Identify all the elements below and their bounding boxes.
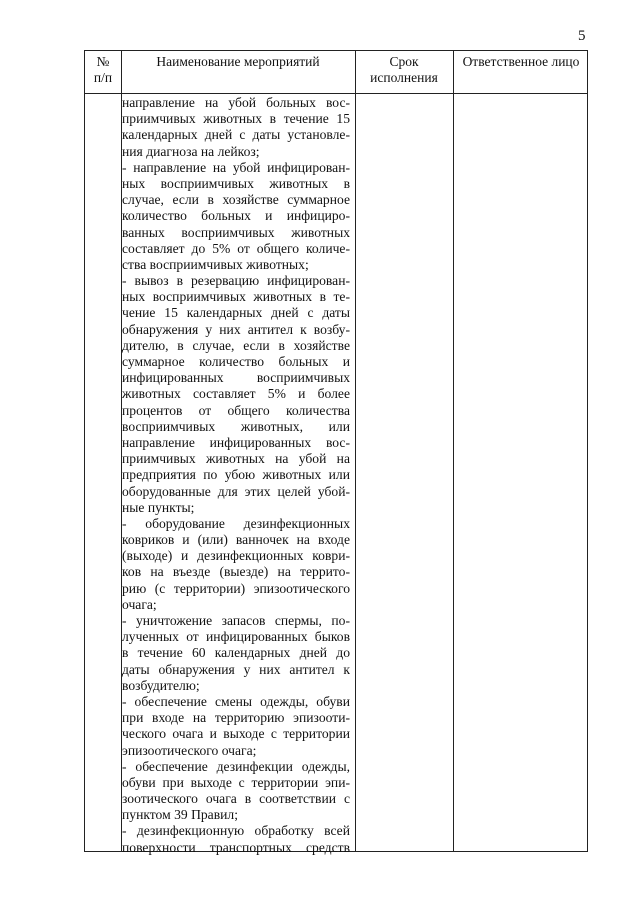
measure-text-line: - обеспечение смены одежды, обуви	[122, 693, 350, 709]
column-divider	[355, 51, 356, 851]
header-number: № п/п	[93, 54, 113, 85]
measure-text-line: животных составляет 5% и более	[122, 386, 350, 402]
measure-text-line: процентов от общего количества	[122, 402, 350, 418]
measure-text-line: (выходе) и дезинфекционных коври-	[122, 548, 350, 564]
measure-text-line: лученных от инфицированных быков	[122, 629, 350, 645]
measure-text-line: пунктом 39 Правил;	[122, 807, 238, 823]
page-number: 5	[578, 28, 586, 44]
measure-text-line: инфицированных восприимчивых	[122, 370, 350, 386]
measure-text-line: ков на въезде (выезде) на террито-	[122, 564, 350, 580]
measure-text-line: - уничтожение запасов спермы, по-	[122, 613, 350, 628]
measure-text-line: даты обнаружения у них антител к	[122, 661, 350, 677]
measure-text-line: обуви при выходе с территории эпи-	[122, 774, 350, 790]
measure-text-line: суммарное количество больных и	[122, 354, 350, 369]
measure-text-line: ческого очага и выходе с территории	[122, 726, 350, 742]
measure-text-line: направление инфицированных вос-	[122, 434, 350, 450]
measure-text-line: - оборудование дезинфекционных	[122, 515, 350, 531]
measure-text-line: при входе на территорию эпизооти-	[122, 710, 350, 726]
measure-text-line: ства восприимчивых животных;	[122, 256, 309, 272]
measure-text-line: ванных восприимчивых животных	[122, 224, 350, 240]
measure-text-line: ковриков и (или) ванночек на входе	[122, 532, 350, 548]
header-deadline: Срок исполнения	[370, 54, 438, 85]
measure-text-line: ных восприимчивых животных в	[122, 175, 350, 191]
measure-text-line: возбудителю;	[122, 677, 200, 693]
measure-text-line: восприимчивых животных, или	[122, 418, 350, 434]
measure-text-line: количество больных и инфициро-	[122, 208, 350, 224]
measure-text-line: направление на убой больных вос-	[122, 95, 350, 110]
measure-text-line: предприятия по убою животных или	[122, 467, 350, 483]
header-divider	[85, 93, 587, 94]
measure-text-line: эпизоотического очага;	[122, 742, 257, 758]
measure-text-line: обнаружения у них антител к возбу-	[122, 321, 350, 337]
measure-text-line: рию (с территории) эпизоотического	[122, 580, 350, 596]
measure-text-line: - вывоз в резервацию инфицирован-	[122, 273, 350, 289]
measure-text-line: составляет до 5% от общего количе-	[122, 240, 350, 256]
measure-text-line: ные пункты;	[122, 499, 195, 515]
measure-text-line: очага;	[122, 596, 157, 612]
measure-text-line: чение 15 календарных дней с даты	[122, 305, 350, 321]
measure-text-line: - дезинфекционную обработку всей	[122, 823, 350, 839]
measure-text-line: случае, если в хозяйстве суммарное	[122, 192, 350, 208]
measure-text-line: ния диагноза на лейкоз;	[122, 143, 260, 159]
measures-table	[84, 50, 588, 855]
measure-text-line: приимчивых животных на убой на	[122, 451, 350, 467]
measure-text-line: - направление на убой инфицирован-	[122, 159, 350, 175]
measure-text-line: ных восприимчивых животных в те-	[122, 289, 350, 305]
measure-text-line: - обеспечение дезинфекции одежды,	[122, 758, 350, 774]
column-divider	[453, 51, 454, 851]
header-measure-name: Наименование мероприятий	[156, 54, 320, 69]
measure-text-line: зоотического очага в соответствии с	[122, 791, 350, 807]
measure-text-line: оборудованные для этих целей убой-	[122, 483, 350, 499]
measures-text	[122, 95, 350, 856]
measure-text-line: дителю, в случае, если в хозяйстве	[122, 337, 350, 353]
measure-text-line: приимчивых животных в течение 15	[122, 111, 350, 127]
measure-text-line: поверхности транспортных средств	[122, 839, 350, 855]
measure-text-line: в течение 60 календарных дней до	[122, 645, 350, 661]
header-responsible: Ответственное лицо	[462, 54, 580, 69]
measure-text-line: календарных дней с даты установле-	[122, 127, 350, 143]
